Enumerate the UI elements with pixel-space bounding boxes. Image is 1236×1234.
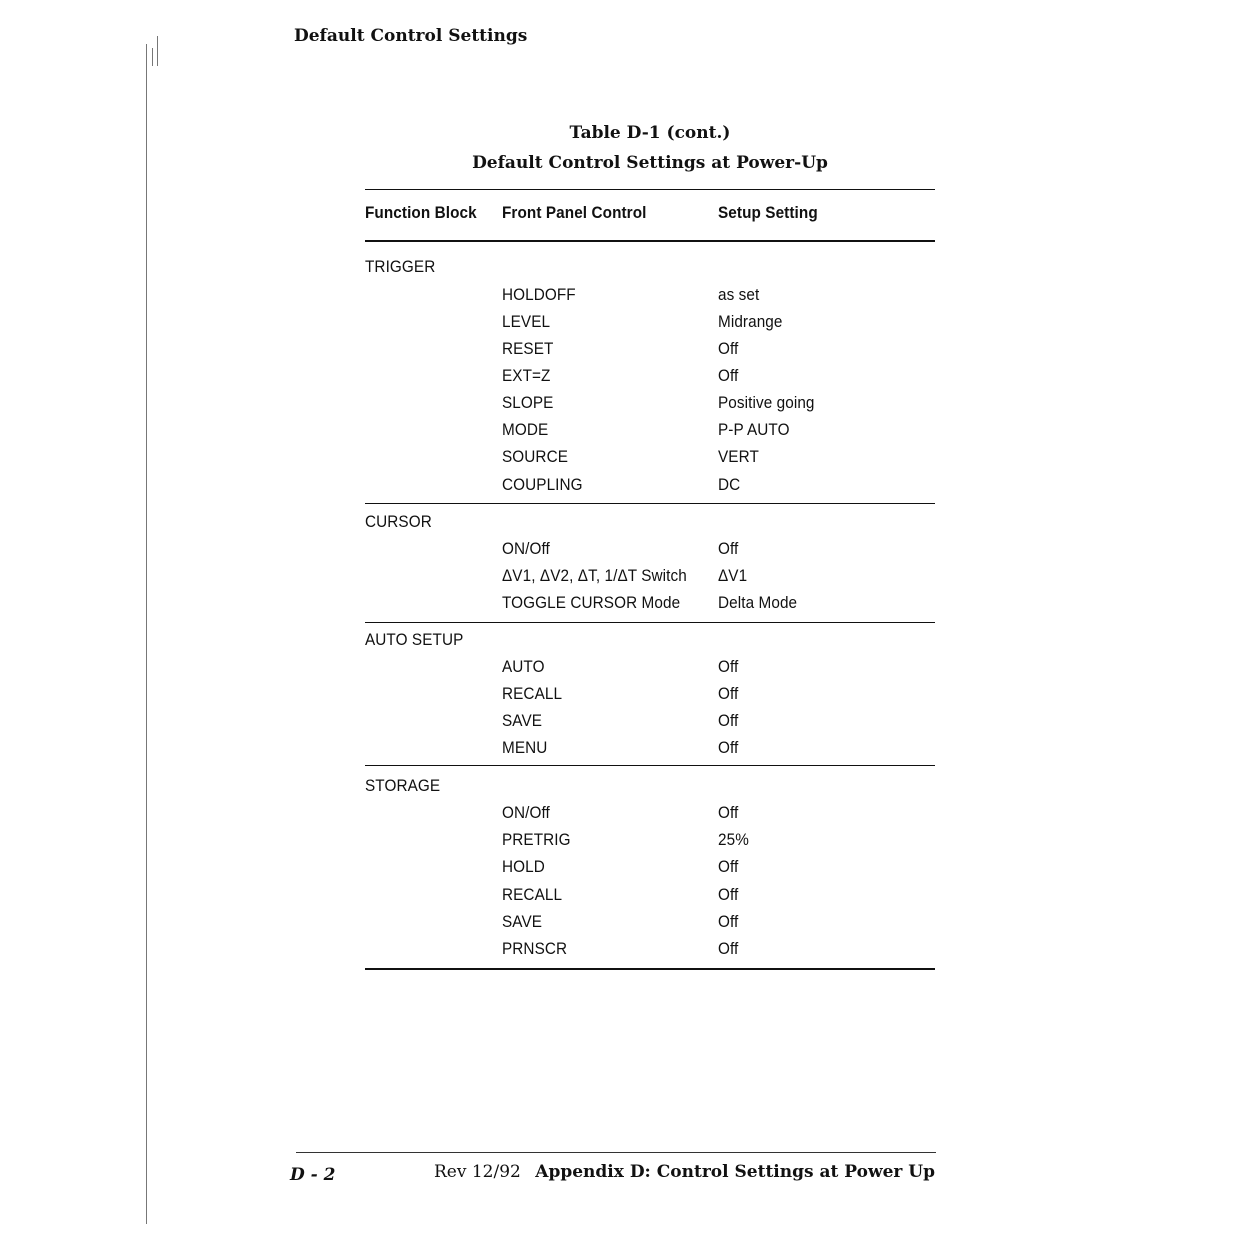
setup-value: Off bbox=[718, 539, 739, 558]
table-bottom-rule bbox=[365, 968, 935, 970]
control-name: SAVE bbox=[502, 711, 543, 730]
control-name: SLOPE bbox=[502, 393, 554, 412]
running-head: Default Control Settings bbox=[294, 26, 528, 46]
column-header-function-block: Function Block bbox=[365, 203, 477, 222]
control-name: EXT=Z bbox=[502, 366, 551, 385]
margin-line bbox=[146, 44, 147, 1224]
revision-label: Rev 12/92 bbox=[434, 1162, 521, 1182]
setup-value: Off bbox=[718, 885, 739, 904]
setup-value: Off bbox=[718, 711, 739, 730]
control-name: RECALL bbox=[502, 885, 563, 904]
header-rule bbox=[365, 240, 935, 242]
column-header-setup-setting: Setup Setting bbox=[718, 203, 818, 222]
control-name: RESET bbox=[502, 339, 554, 358]
control-name: HOLDOFF bbox=[502, 285, 576, 304]
control-name: ON/Off bbox=[502, 539, 550, 558]
control-name: SAVE bbox=[502, 912, 543, 931]
table-caption-subtitle: Default Control Settings at Power-Up bbox=[472, 153, 828, 173]
footer-rule bbox=[296, 1152, 936, 1153]
setup-value: ΔV1 bbox=[718, 566, 748, 585]
setup-value: as set bbox=[718, 285, 760, 304]
control-name: SOURCE bbox=[502, 447, 569, 466]
setup-value: Positive going bbox=[718, 393, 815, 412]
control-name: COUPLING bbox=[502, 475, 583, 494]
page-number: D - 2 bbox=[290, 1165, 336, 1185]
control-name: AUTO bbox=[502, 657, 545, 676]
footer-section-title: Appendix D: Control Settings at Power Up bbox=[535, 1162, 935, 1182]
group-divider bbox=[365, 765, 935, 766]
setup-value: DC bbox=[718, 475, 741, 494]
setup-value: Off bbox=[718, 684, 739, 703]
setup-value: Off bbox=[718, 939, 739, 958]
setup-value: Midrange bbox=[718, 312, 783, 331]
setup-value: P-P AUTO bbox=[718, 420, 790, 439]
table-top-rule bbox=[365, 189, 935, 190]
control-name: TOGGLE CURSOR Mode bbox=[502, 593, 681, 612]
column-header-front-panel-control: Front Panel Control bbox=[502, 203, 647, 222]
group-divider bbox=[365, 622, 935, 623]
margin-line bbox=[157, 36, 158, 66]
setup-value: Off bbox=[718, 803, 739, 822]
function-block-trigger: TRIGGER bbox=[365, 257, 436, 276]
control-name: ΔV1, ΔV2, ΔT, 1/ΔT Switch bbox=[502, 566, 687, 585]
setup-value: Off bbox=[718, 738, 739, 757]
control-name: RECALL bbox=[502, 684, 563, 703]
table-caption bbox=[365, 118, 935, 178]
setup-value: Off bbox=[718, 857, 739, 876]
setup-value: Delta Mode bbox=[718, 593, 798, 612]
margin-line bbox=[152, 48, 153, 66]
control-name: LEVEL bbox=[502, 312, 551, 331]
function-block-auto-setup: AUTO SETUP bbox=[365, 630, 464, 649]
control-name: PRNSCR bbox=[502, 939, 568, 958]
function-block-storage: STORAGE bbox=[365, 776, 441, 795]
setup-value: VERT bbox=[718, 447, 759, 466]
setup-value: 25% bbox=[718, 830, 749, 849]
group-divider bbox=[365, 503, 935, 504]
function-block-cursor: CURSOR bbox=[365, 512, 432, 531]
setup-value: Off bbox=[718, 657, 739, 676]
table-caption-title: Table D-1 (cont.) bbox=[569, 123, 731, 143]
control-name: ON/Off bbox=[502, 803, 550, 822]
control-name: MODE bbox=[502, 420, 549, 439]
control-name: MENU bbox=[502, 738, 548, 757]
setup-value: Off bbox=[718, 366, 739, 385]
control-name: PRETRIG bbox=[502, 830, 571, 849]
setup-value: Off bbox=[718, 912, 739, 931]
control-name: HOLD bbox=[502, 857, 545, 876]
setup-value: Off bbox=[718, 339, 739, 358]
